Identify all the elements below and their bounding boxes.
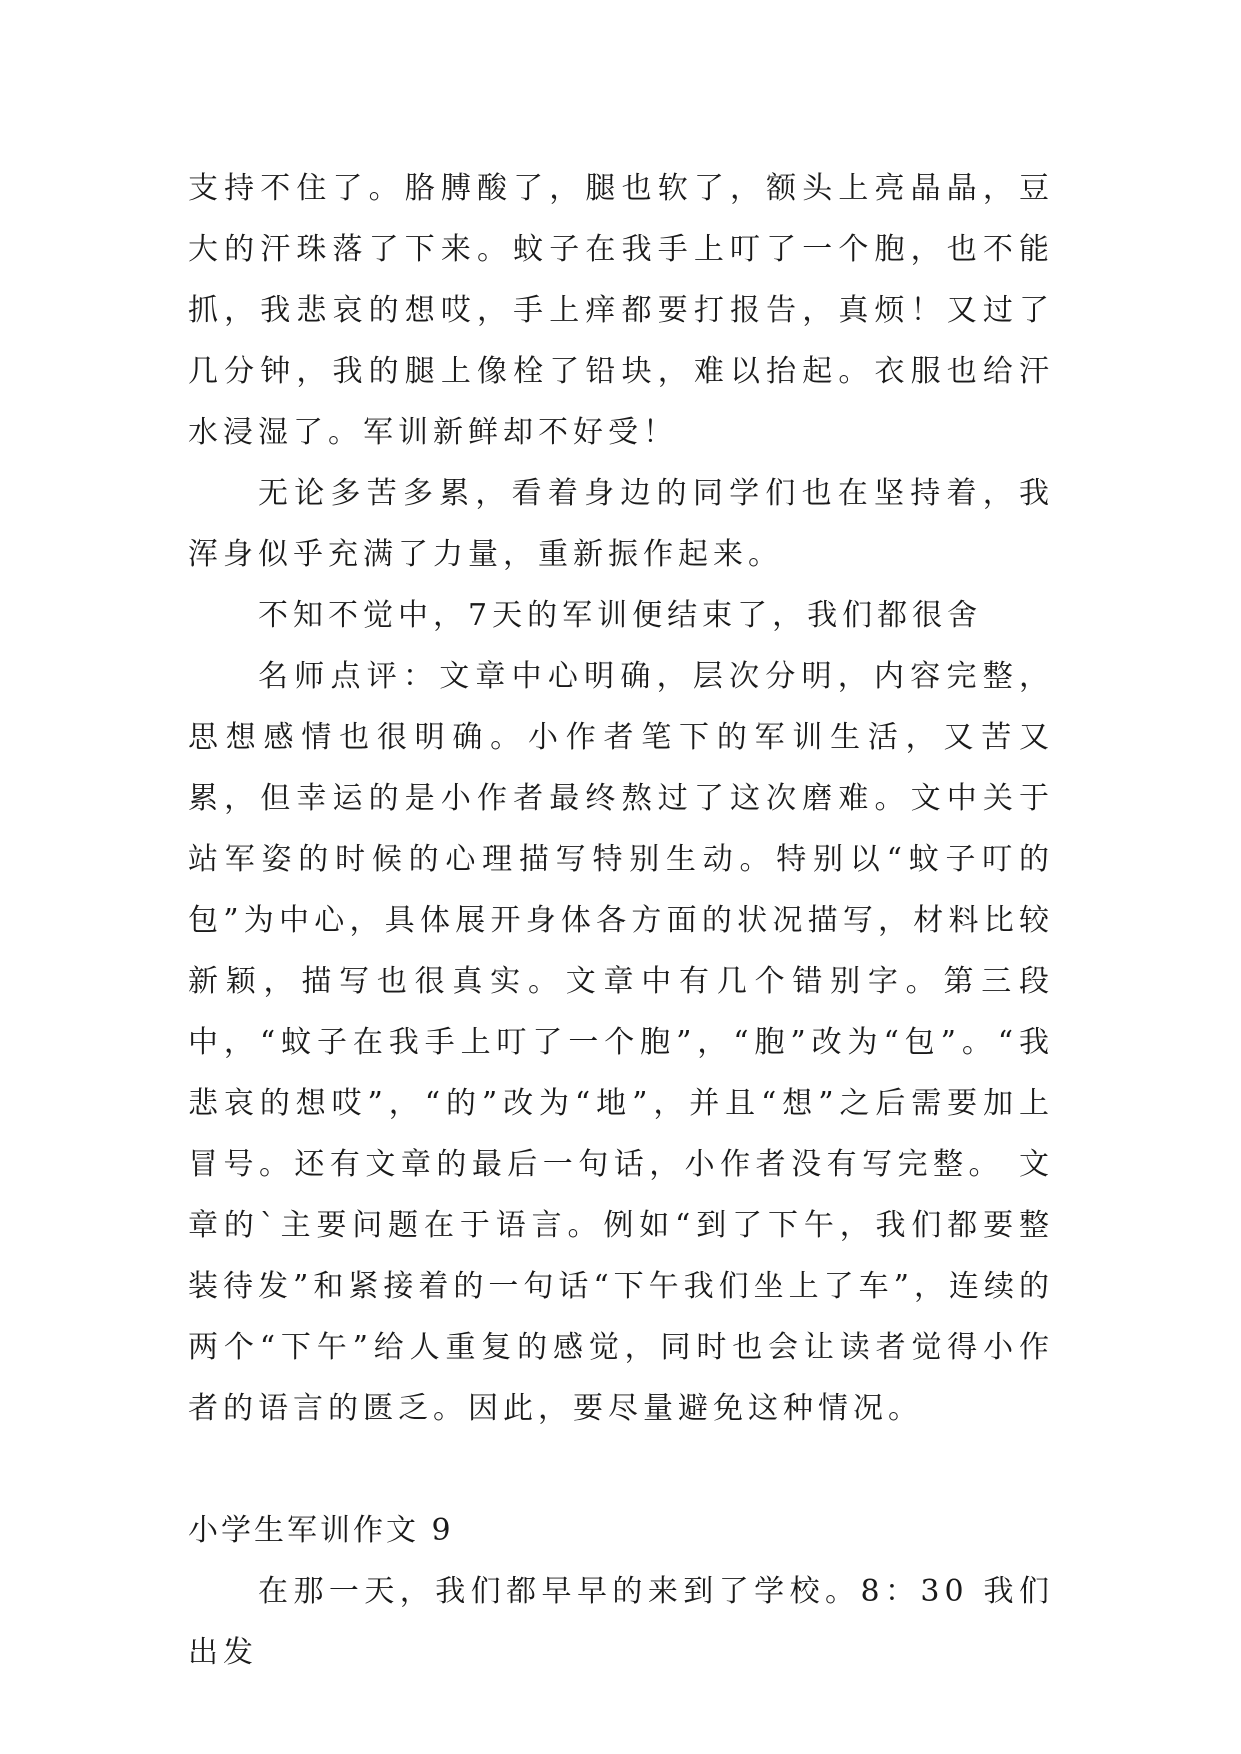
section-first-paragraph: 在那一天，我们都早早的来到了学校。8：30 我们出发 — [188, 1574, 1054, 1670]
document-body — [188, 158, 1054, 1683]
paragraph-3: 不知不觉中，7天的军训便结束了，我们都很舍 — [258, 598, 983, 633]
paragraph-1: 支持不住了。胳膊酸了，腿也软了，额头上亮晶晶，豆大的汗珠落了下来。蚊子在我手上叮了一个胞，也不能抓，我悲哀的想哎，手上痒都要打报告，真烦！又过了几分钟，我的腿上像栓了铅块，难以抬起。衣服也给汗水浸湿了。军训新鲜却不好受！ — [188, 171, 1054, 450]
teacher-comment-paragraph: 名师点评：文章中心明确，层次分明，内容完整，思想感情也很明确。小作者笔下的军训生活，又苦又累，但幸运的是小作者最终熬过了这次磨难。文中关于站军姿的时候的心理描写特别生动。特别以“蚊子叮的包”为中心，具体展开身体各方面的状况描写，材料比较新颖，描写也很真实。文章中有几个错别字。第三段中，“蚊子在我手上叮了一个胞”，“胞”改为“包”。“我悲哀的想哎”，“的”改为“地”，并且“想”之后需要加上冒号。还有文章的最后一句话，小作者没有写完整。 文章的`主要问题在于语言。例如“到了下午，我们都要整装待发”和紧接着的一句话“下午我们坐上了车”，连续的两个“下午”给人重复的感觉，同时也会让读者觉得小作者的语言的匮乏。因此，要尽量避免这种情况。 — [188, 659, 1055, 1426]
section-heading: 小学生军训作文 9 — [188, 1513, 454, 1548]
paragraph-2: 无论多苦多累，看着身边的同学们也在坚持着，我浑身似乎充满了力量，重新振作起来。 — [188, 476, 1054, 572]
